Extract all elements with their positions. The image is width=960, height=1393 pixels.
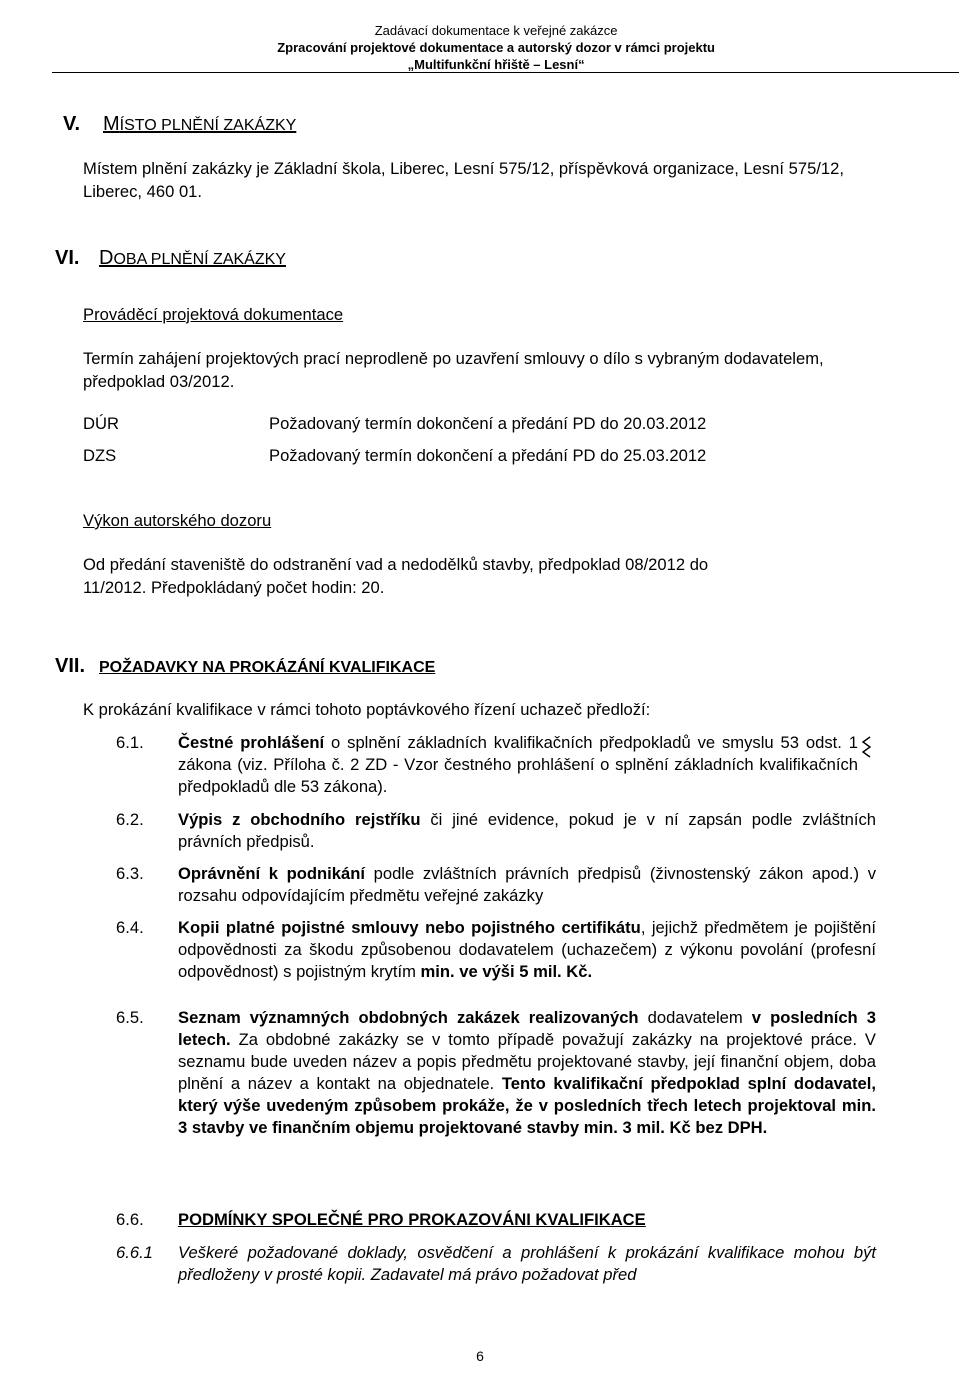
section-6-text-start: Termín zahájení projektových prací neprodleně po uzavření smlouvy o dílo s vybraným dodavatelem, předpoklad 03/2012. xyxy=(83,349,824,391)
header-line-3: „Multifunkční hřiště – Lesní“ xyxy=(407,57,585,72)
document-header xyxy=(277,22,715,73)
section-7-heading: VII. POŽADAVKY NA PROKÁZÁNÍ KVALIFIKACE xyxy=(55,655,436,677)
header-rule xyxy=(52,72,959,73)
header-line-1: Zadávací dokumentace k veřejné zakázce xyxy=(374,23,618,38)
section-5-heading: V. MÍSTO PLNĚNÍ ZAKÁZKY xyxy=(63,113,297,135)
section-7-intro: K prokázání kvalifikace v rámci tohoto poptávkového řízení uchazeč předloží: xyxy=(83,700,651,719)
section-6-text-dozor-2: 11/2012. Předpokládaný počet hodin: 20. xyxy=(83,578,385,597)
requirement-6-1: 6.1. Čestné prohlášení o splnění základních kvalifikačních předpokladů ve smyslu 53 odst. 1 zákona (viz. Příloha č. 2 ZD - Vzor čestného prohlášení o splnění základních kvalifikačních předpokladů dle 53 zákona). xyxy=(116,733,858,796)
section-6-subheading-dozor: Výkon autorského dozoru xyxy=(83,511,272,530)
requirement-6-5: 6.5. Seznam významných obdobných zakázek realizovaných dodavatelem v posledních 3 letech. Za obdobné zakázky se v tomto případě považují zakázky na projektové práce. V seznamu bude uveden název a popis předmětu projektované stavby, její finanční objem, doba plnění a název a kontakt na objednatele. Tento kvalifikační předpoklad splní dodavatel, který výše uvedeným způsobem prokáže, že v posledních třech letech projektoval min. 3 stavby ve finančním objemu projektované stavby min. 3 mil. Kč bez DPH. xyxy=(116,1008,876,1137)
requirement-6-2: 6.2. Výpis z obchodního rejstříku či jiné evidence, pokud je v ní zapsán podle zvláštních právních předpisů. xyxy=(116,810,877,851)
requirement-6-6-1: 6.6.1 Veškeré požadované doklady, osvědčení a prohlášení k prokázání kvalifikace mohou být předloženy v prosté kopii. Zadavatel má právo požadovat před xyxy=(116,1243,876,1284)
header-line-2: Zpracování projektové dokumentace a autorský dozor v rámci projektu xyxy=(277,40,715,55)
page-number: 6 xyxy=(476,1348,484,1364)
requirement-6-4: 6.4. Kopii platné pojistné smlouvy nebo pojistného certifikátu, jejichž předmětem je pojištění odpovědnosti za škodu způsobenou dodavatelem (uchazečem) z výkonu povolání (profesní odpovědnost) s pojistným krytím min. ve výši 5 mil. Kč. xyxy=(116,918,876,981)
requirement-6-3: 6.3. Oprávnění k podnikání podle zvláštních právních předpisů (živnostenský zákon apod.) v rozsahu odpovídajícím předmětu veřejné zakázky xyxy=(116,864,876,905)
section-6-text-dozor-1: Od předání staveniště do odstranění vad a nedodělků stavby, předpoklad 08/2012 do xyxy=(83,555,709,574)
section-5-text: Místem plnění zakázky je Základní škola, Liberec, Lesní 575/12, příspěvková organizace, Lesní 575/12, Liberec, 460 01. xyxy=(83,159,844,201)
requirement-6-6: 6.6. PODMÍNKY SPOLEČNÉ PRO PROKAZOVÁNI KVALIFIKACE xyxy=(116,1210,646,1229)
section-6-heading: VI. DOBA PLNĚNÍ ZAKÁZKY xyxy=(55,247,286,269)
section-6-subheading-pd: Prováděcí projektová dokumentace xyxy=(83,305,344,324)
annotation-mark xyxy=(860,736,874,758)
